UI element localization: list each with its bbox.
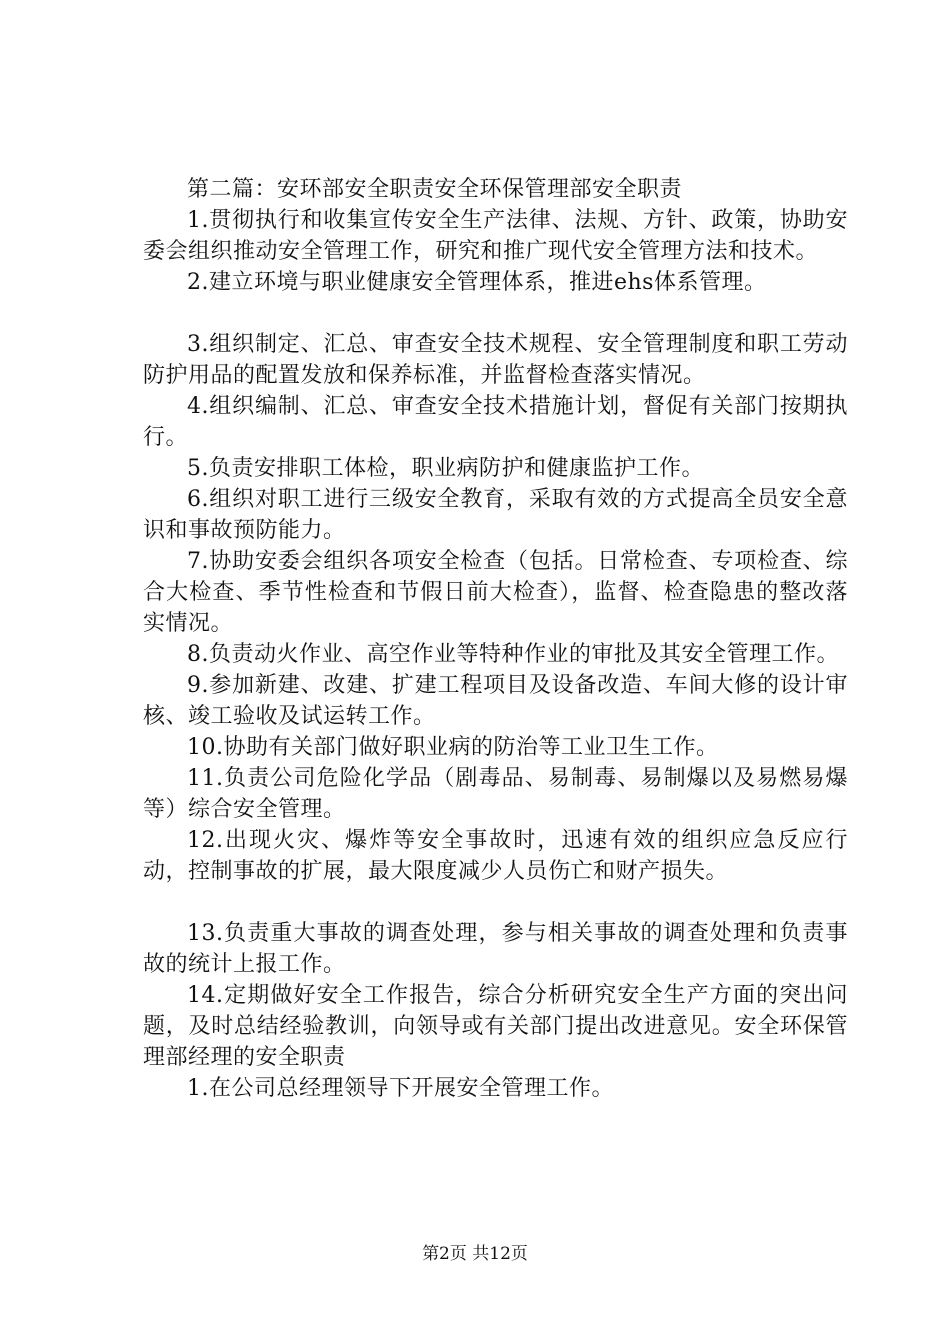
duty-item-13: 13.负责重大事故的调查处理，参与相关事故的调查处理和负责事故的统计上报工作。 <box>143 921 848 977</box>
section-heading: 第二篇：安环部安全职责安全环保管理部安全职责 <box>187 177 683 202</box>
duty-item-2: 2.建立环境与职业健康安全管理体系，推进ehs体系管理。 <box>187 270 767 295</box>
duty-item-7: 7.协助安委会组织各项安全检查（包括。日常检查、专项检查、综合大检查、季节性检查和节假日前大检查），监督、检查隐患的整改落实情况。 <box>143 549 848 636</box>
duty-item-4: 4.组织编制、汇总、审查安全技术措施计划，督促有关部门按期执行。 <box>143 394 848 450</box>
page-footer <box>0 1243 950 1265</box>
duty-item-14: 14.定期做好安全工作报告，综合分析研究安全生产方面的突出问题，及时总结经验教训，向领导或有关部门提出改进意见。安全环保管理部经理的安全职责 <box>143 983 848 1070</box>
duty-item-11: 11.负责公司危险化学品（剧毒品、易制毒、易制爆以及易燃易爆等）综合安全管理。 <box>143 766 848 822</box>
page-number: 第2页 共12页 <box>422 1244 528 1264</box>
document-body <box>143 174 848 1104</box>
duty-item-10: 10.协助有关部门做好职业病的防治等工业卫生工作。 <box>187 735 719 760</box>
duty-item-1: 1.贯彻执行和收集宣传安全生产法律、法规、方针、政策，协助安委会组织推动安全管理工作，研究和推广现代安全管理方法和技术。 <box>143 208 848 264</box>
duty-item-6: 6.组织对职工进行三级安全教育，采取有效的方式提高全员安全意识和事故预防能力。 <box>143 487 848 543</box>
manager-duty-item-1: 1.在公司总经理领导下开展安全管理工作。 <box>187 1076 614 1101</box>
duty-item-8: 8.负责动火作业、高空作业等特种作业的审批及其安全管理工作。 <box>187 642 839 667</box>
duty-item-9: 9.参加新建、改建、扩建工程项目及设备改造、车间大修的设计审核、竣工验收及试运转工作。 <box>143 673 848 729</box>
duty-item-3: 3.组织制定、汇总、审查安全技术规程、安全管理制度和职工劳动防护用品的配置发放和保养标准，并监督检查落实情况。 <box>143 332 848 388</box>
duty-item-5: 5.负责安排职工体检，职业病防护和健康监护工作。 <box>187 456 704 481</box>
duty-item-12: 12.出现火灾、爆炸等安全事故时，迅速有效的组织应急反应行动，控制事故的扩展，最大限度减少人员伤亡和财产损失。 <box>143 828 848 884</box>
